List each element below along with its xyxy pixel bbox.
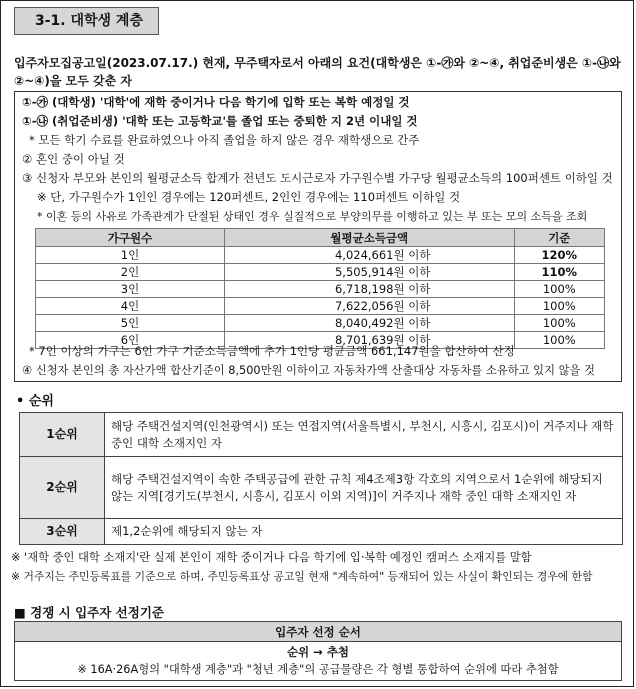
requirement-1b: ①-㉯ (취업준비생) '대학 또는 고등학교'를 졸업 또는 중퇴한 지 2년 이내일 것 [22, 114, 418, 128]
requirement-4: ④ 신청자 본인의 총 자산가액 합산기준이 8,500만원 이하이고 자동차가액 산출대상 자동차를 소유하고 있지 않을 것 [22, 364, 595, 377]
requirement-2: ② 혼인 중이 아닐 것 [22, 152, 125, 166]
rank-description: 제1,2순위에 해당되지 않는 자 [105, 519, 623, 545]
rank-label: 2순위 [20, 457, 105, 519]
amount-cell: 4,024,661원 이하 [224, 247, 514, 264]
table-row [20, 413, 623, 457]
selection-body [15, 642, 622, 681]
note-residence: ※ 거주지는 주민등록표를 기준으로 하며, 주민등록표상 공고일 현재 "계속하여" 등재되어 있는 사실이 확인되는 경우에 한함 [11, 570, 593, 583]
intro-line-1: 입주자모집공고일(2023.07.17.) 현재, 무주택자로서 아래의 요건(대학생은 ①-㉮와 ②~④, 취업준비생은 ①-㉯와 [14, 56, 621, 70]
table-row [36, 298, 605, 315]
amount-cell: 8,040,492원 이하 [224, 315, 514, 332]
members-cell: 4인 [36, 298, 225, 315]
ratio-cell: 100% [514, 281, 604, 298]
table-row [36, 264, 605, 281]
ratio-cell: 100% [514, 332, 604, 349]
selection-note: ※ 16A·26A형의 "대학생 계층"과 "청년 계층"의 공급물량은 각 형별 통합하여 순위에 따라 추첨함 [77, 663, 559, 676]
section-title: 3-1. 대학생 계층 [14, 7, 159, 35]
selection-header-row [15, 622, 622, 642]
members-cell: 2인 [36, 264, 225, 281]
requirement-1b-note: * 모든 학기 수료를 완료하였으나 아직 졸업을 하지 않은 경우 재학생으로 간주 [29, 133, 420, 147]
members-cell: 5인 [36, 315, 225, 332]
members-cell: 1인 [36, 247, 225, 264]
ratio-cell: 100% [514, 315, 604, 332]
requirement-3-note-2: * 이혼 등의 사유로 가족관계가 단절된 상태인 경우 실질적으로 부양의무를 이행하고 있는 부 또는 모의 소득을 조회 [37, 210, 588, 223]
rank-description: 해당 주택건설지역이 속한 주택공급에 관한 규칙 제4조제3항 각호의 지역으로서 1순위에 해당되지 않는 지역[경기도(부천시, 시흥시, 김포시 이외 지역)]이 거주지나 재학 중인 대학 소재지인 자 [105, 457, 623, 519]
amount-cell: 7,622,056원 이하 [224, 298, 514, 315]
income-table-header [36, 229, 605, 247]
members-cell: 6인 [36, 332, 225, 349]
ratio-cell: 110% [514, 264, 604, 281]
amount-cell: 8,701,639원 이하 [224, 332, 514, 349]
table-row [36, 281, 605, 298]
ratio-cell: 120% [514, 247, 604, 264]
requirements-box [14, 91, 622, 382]
amount-cell: 5,505,914원 이하 [224, 264, 514, 281]
requirement-3-note-3: * 7인 이상의 가구는 6인 가구 기준소득금액에 추가 1인당 평균금액 661,147원을 합산하여 산정 [29, 344, 515, 358]
selection-table [14, 621, 622, 681]
selection-order: 순위 → 추첨 [286, 645, 350, 659]
selection-header: 입주자 선정 순서 [15, 622, 622, 642]
col-amount: 월평균소득금액 [224, 229, 514, 247]
ratio-cell: 100% [514, 298, 604, 315]
ranking-table [19, 412, 623, 545]
selection-body-row [15, 642, 622, 681]
table-row [20, 457, 623, 519]
income-table [35, 228, 605, 349]
table-row [36, 315, 605, 332]
ranking-title: • 순위 [16, 394, 54, 409]
intro-text [14, 54, 624, 90]
rank-label: 1순위 [20, 413, 105, 457]
amount-cell: 6,718,198원 이하 [224, 281, 514, 298]
col-members: 가구원수 [36, 229, 225, 247]
requirement-1a: ①-㉮ (대학생) '대학'에 재학 중이거나 다음 학기에 입학 또는 복학 예정일 것 [22, 95, 410, 109]
requirement-3: ③ 신청자 부모와 본인의 월평균소득 합계가 전년도 도시근로자 가구원수별 가구당 월평균소득의 100퍼센트 이하일 것 [22, 171, 613, 185]
intro-line-2: ②~④)을 모두 갖춘 자 [14, 74, 132, 88]
table-row [36, 247, 605, 264]
note-campus: ※ '재학 중인 대학 소재지'란 실제 본인이 재학 중이거나 다음 학기에 입·복학 예정인 캠퍼스 소재지를 말함 [11, 551, 532, 564]
selection-title: ■ 경쟁 시 입주자 선정기준 [14, 605, 164, 620]
rank-label: 3순위 [20, 519, 105, 545]
rank-description: 해당 주택건설지역(인천광역시) 또는 연접지역(서울특별시, 부천시, 시흥시, 김포시)이 거주지나 재학 중인 대학 소재지인 자 [105, 413, 623, 457]
col-ratio: 기준 [514, 229, 604, 247]
requirement-3-note-1: ※ 단, 가구원수가 1인인 경우에는 120퍼센트, 2인인 경우에는 110퍼센트 이하일 것 [37, 190, 461, 204]
members-cell: 3인 [36, 281, 225, 298]
table-row [20, 519, 623, 545]
